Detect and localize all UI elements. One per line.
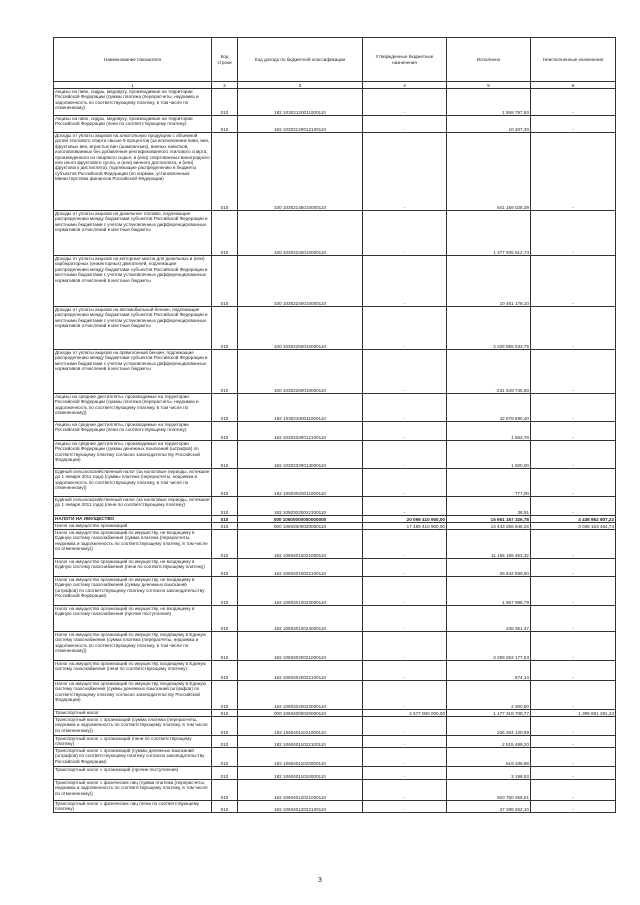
row-rest: - (531, 767, 616, 780)
row-bk-code: 182 10604011021000110 (238, 717, 363, 736)
row-rest: - (531, 632, 616, 661)
row-name: Единый сельскохозяйственный налог (за налоговые периоды, истекшие до 1 января 2011 года) (пени по соответствующему платежу) (54, 497, 212, 516)
table-row (54, 559, 616, 577)
table-row (54, 681, 616, 710)
column-number: 4 (363, 82, 447, 89)
report-table (53, 37, 616, 813)
row-plan: 2 577 000 000,00 (363, 710, 447, 717)
row-done: 519 336,88 (447, 748, 531, 767)
row-code: 010 (212, 523, 238, 530)
row-code: 010 (212, 710, 238, 717)
row-done: 10 407,30 (447, 116, 531, 133)
row-plan: - (363, 497, 447, 516)
table-row (54, 89, 616, 116)
row-rest: - (531, 211, 616, 256)
row-rest: - (531, 89, 616, 116)
row-plan: - (363, 307, 447, 350)
table-row (54, 497, 616, 516)
row-done: 10 481 178,10 (447, 256, 531, 307)
row-code: 010 (212, 530, 238, 559)
row-code: 010 (212, 211, 238, 256)
row-name: Транспортный налог с физических лиц (пени по соответствующему платежу) (54, 801, 212, 813)
row-code: 010 (212, 497, 238, 516)
row-bk-code: 100 10302230010000110 (238, 211, 363, 256)
header-row (54, 38, 616, 82)
row-bk-code: 100 10302250010000110 (238, 307, 363, 350)
row-plan: - (363, 441, 447, 469)
row-rest: - (531, 748, 616, 767)
row-plan: - (363, 717, 447, 736)
row-bk-code: 182 10602020021000110 (238, 632, 363, 661)
row-name: Налог на имущество организаций (54, 523, 212, 530)
row-code: 010 (212, 256, 238, 307)
row-done: 910 750 355,51 (447, 780, 531, 801)
header-name: Наименование показателя (54, 38, 212, 82)
column-number: 5 (447, 82, 531, 89)
row-code: 010 (212, 577, 238, 606)
row-bk-code: 182 10302330012100110 (238, 422, 363, 441)
row-rest: - (531, 577, 616, 606)
row-done: 15 661 167 326,78 (447, 516, 531, 523)
table-row (54, 422, 616, 441)
row-rest: - (531, 133, 616, 211)
column-number: 2 (212, 82, 238, 89)
row-rest: - (531, 801, 616, 813)
header-rest: Неисполненные назначения (531, 38, 616, 82)
row-bk-code: 182 10302120011000110 (238, 89, 363, 116)
row-plan: - (363, 256, 447, 307)
row-bk-code: 100 10302145010000110 (238, 133, 363, 211)
header-plan: Утвержденные бюджетные назначения (363, 38, 447, 82)
table-row (54, 530, 616, 559)
row-name: Доходы от уплаты акцизов на автомобильный бензин, подлежащие распределению между бюджетами субъектов Российской Федерации и местными бюджетами с учетом установленных дифференцированных нормативов отчислений в местные бюджеты (54, 307, 212, 350)
row-name: Акцизы на пиво, сидры, медовуху, производимые на территории Российской Федерации (суммы платежа (перерасчеты, недоимка и задолженность по соответствующему платежу, в том числе по отмененному) (54, 89, 212, 116)
row-done: 3 259 252 177,53 (447, 632, 531, 661)
row-plan: - (363, 748, 447, 767)
table-row (54, 350, 616, 394)
table-row (54, 469, 616, 497)
row-plan: - (363, 422, 447, 441)
row-rest: - (531, 116, 616, 133)
row-bk-code: 182 10602010024000110 (238, 606, 363, 632)
table-row (54, 577, 616, 606)
header-bk: Код дохода по бюджетной классификации (238, 38, 363, 82)
row-name: Акцизы на средние дистилляты, производимые на территории Российской Федерации (суммы платежа (перерасчеты, недоимка и задолженность по соответствующему платежу, в том числе по отмененному)) (54, 394, 212, 422)
row-done: 2 300,50 (447, 681, 531, 710)
row-bk-code: 000 10602000020000110 (238, 523, 363, 530)
table-row (54, 256, 616, 307)
row-name: НАЛОГИ НА ИМУЩЕСТВО (54, 516, 212, 523)
row-done: 38,91 (447, 497, 531, 516)
column-number: 3 (238, 82, 363, 89)
row-name: Транспортный налог с организаций (суммы денежных взысканий (штрафов) по соответствующему платежу согласно законодательству Российской Федерации) (54, 748, 212, 767)
row-bk-code: 182 10503020011000110 (238, 469, 363, 497)
table-row (54, 780, 616, 801)
row-code: 010 (212, 559, 238, 577)
row-done: 14 443 258 648,26 (447, 523, 531, 530)
row-rest: 3 046 153 454,74 (531, 523, 616, 530)
row-name: Налог на имущество организаций по имуществу, не входящему в Единую систему газоснабжения (сумма платежа (перерасчеты, недоимка и задолженность по соответствующему платежу, в том числе по отмененному)) (54, 530, 212, 559)
row-done: 238 361,47 (447, 606, 531, 632)
row-code: 010 (212, 767, 238, 780)
row-name: Налог на имущество организаций по имуществу, входящему в Единую систему газоснабжения (пени по соответствующему платежу) (54, 661, 212, 681)
row-rest: - (531, 530, 616, 559)
column-number-row (54, 82, 616, 89)
row-rest: - (531, 780, 616, 801)
row-rest: - (531, 681, 616, 710)
row-name: Доходы от уплаты акцизов на прямогонный бензин, подлежащие распределению между бюджетами субъектов Российской Федерации и местными бюджетами с учетом установленных дифференцированных нормативов отчислений в местные бюджеты (54, 350, 212, 394)
row-done: 1 500,00 (447, 441, 531, 469)
row-plan: - (363, 736, 447, 748)
row-code: 010 (212, 116, 238, 133)
row-plan: - (363, 767, 447, 780)
row-name: Доходы от уплаты акцизов на алкогольную продукцию с объемной долей этилового спирта свыше 9 процентов (за исключением пива, вин, фруктовых вин, игристых вин (шампанских), винных напитков, изготавливаемых без добавления ректификованного этилового спирта, произведенного из пищевого сырья, и (или) спиртованных виноградного или иного фруктового сусла, и (или) винного дистиллята, и (или) фруктового дистиллята), подлежащие распределению в бюджеты субъектов Российской Федерации (по нормам, установленным Министерством финансов Российской Федерации) (54, 133, 212, 211)
row-done: 641 159 028,39 (447, 133, 531, 211)
row-done: 42 578 590,40 (447, 394, 531, 422)
row-rest: - (531, 422, 616, 441)
row-plan: - (363, 133, 447, 211)
row-plan: - (363, 559, 447, 577)
row-name: Налог на имущество организаций по имуществу, входящему в Единую систему газоснабжения (сумма платежа (перерасчеты, недоимка и задолженность по соответствующему платежу, в том числе по отмененному)) (54, 632, 212, 661)
row-code: 010 (212, 394, 238, 422)
table-row (54, 710, 616, 717)
row-plan: - (363, 606, 447, 632)
table-row (54, 394, 616, 422)
row-name: Транспортный налог с организаций (сумма платежа (перерасчеты, недоимка и задолженность по соответствующему платежу, в том числе по отмененному)) (54, 717, 212, 736)
row-name: Единый сельскохозяйственный налог (за налоговые периоды, истекшие до 1 января 2011 года) (суммы платежа (перерасчеты, недоимка и задолженность по соответствующему платежу, в том числе по отмененному)) (54, 469, 212, 497)
row-bk-code: 182 10302120012100110 (238, 116, 363, 133)
row-rest: - (531, 350, 616, 394)
row-code: 010 (212, 736, 238, 748)
table-row (54, 606, 616, 632)
row-bk-code: 100 10302240010000110 (238, 256, 363, 307)
table-row (54, 116, 616, 133)
row-name: Транспортный налог с физических лиц (сумма платежа (перерасчеты, недоимка и задолженность по соответствующему платежу, в том числе по отмененному)) (54, 780, 212, 801)
row-done: 1 552,78 (447, 422, 531, 441)
row-bk-code: 182 10602010022100110 (238, 559, 363, 577)
row-bk-code: 182 10604011023000110 (238, 748, 363, 767)
table-row (54, 767, 616, 780)
table-row (54, 661, 616, 681)
column-number: 1 (54, 82, 212, 89)
row-plan: - (363, 350, 447, 394)
row-code: 010 (212, 632, 238, 661)
row-code: 010 (212, 748, 238, 767)
row-done: 236 254 120,69 (447, 717, 531, 736)
row-name: Налог на имущество организаций по имуществу, не входящему в Единую систему газоснабжения (суммы денежных взысканий (штрафов) по соответствующему платежу согласно законодательству Российской Федерации) (54, 577, 212, 606)
row-plan: 20 099 410 900,00 (363, 516, 447, 523)
row-rest: - (531, 497, 616, 516)
row-code: 010 (212, 307, 238, 350)
page-number: 3 (318, 877, 322, 884)
table-row (54, 516, 616, 523)
row-plan: - (363, 780, 447, 801)
row-bk-code: 182 10302330013000110 (238, 441, 363, 469)
table-row (54, 748, 616, 767)
row-name: Доходы от уплаты акцизов на моторные масла для дизельных и (или) карбюраторных (инжекторных) двигателей, подлежащие распределению между бюджетами субъектов Российской Федерации и местными бюджетами с учетом установленных дифференцированных нормативов отчислений в местные бюджеты (54, 256, 212, 307)
row-code: 010 (212, 717, 238, 736)
row-name: Налог на имущество организаций по имуществу, не входящему в Единую систему газоснабжения (прочие поступления) (54, 606, 212, 632)
row-bk-code: 182 10602010021000110 (238, 530, 363, 559)
row-done: 1 558 797,80 (447, 89, 531, 116)
row-bk-code: 182 10604012022100110 (238, 801, 363, 813)
row-done: -231 549 745,80 (447, 350, 531, 394)
row-plan: - (363, 632, 447, 661)
row-done: 674,14 (447, 661, 531, 681)
row-code: 010 (212, 801, 238, 813)
row-name: Акцизы на средние дистилляты, производимые на территории Российской Федерации (пени по соответствующему платежу) (54, 422, 212, 441)
row-name: Транспортный налог с организаций (пени по соответствующему платежу) (54, 736, 212, 748)
row-rest: - (531, 559, 616, 577)
row-done: 777,00 (447, 469, 531, 497)
row-bk-code: 182 10503020012100110 (238, 497, 363, 516)
row-code: 010 (212, 89, 238, 116)
row-code: 010 (212, 681, 238, 710)
row-plan: - (363, 211, 447, 256)
table-row (54, 736, 616, 748)
table-row (54, 441, 616, 469)
row-bk-code: 182 10602020022100110 (238, 661, 363, 681)
row-bk-code: 182 10604012021000110 (238, 780, 363, 801)
row-bk-code: 182 10604011024000110 (238, 767, 363, 780)
table-row (54, 211, 616, 256)
row-code: 010 (212, 133, 238, 211)
row-done: 3 198,53 (447, 767, 531, 780)
row-bk-code: 100 10302260010000110 (238, 350, 363, 394)
row-rest: - (531, 394, 616, 422)
row-name: Акцизы на пиво, сидры, медовуху, производимые на территории Российской Федерации (пени по соответствующему платежу) (54, 116, 212, 133)
row-rest: - (531, 606, 616, 632)
row-rest: - (531, 717, 616, 736)
row-code: 010 (212, 469, 238, 497)
row-rest: - (531, 661, 616, 681)
row-plan: - (363, 116, 447, 133)
row-plan: - (363, 661, 447, 681)
row-plan: - (363, 394, 447, 422)
header-code: Код строки (212, 38, 238, 82)
table-row (54, 717, 616, 736)
row-bk-code: 000 10604000020000110 (238, 710, 363, 717)
table-body (54, 89, 616, 813)
row-done: 26 842 589,60 (447, 559, 531, 577)
row-bk-code: 000 10600000000000000 (238, 516, 363, 523)
row-done: 2 229 955 533,75 (447, 307, 531, 350)
row-code: 010 (212, 516, 238, 523)
row-code: 010 (212, 422, 238, 441)
row-rest: - (531, 307, 616, 350)
row-name: Акцизы на средние дистилляты, производимые на территории Российской Федерации (суммы денежных взысканий (штрафов) по соответствующему платежу согласно законодательству Российской Федерации) (54, 441, 212, 469)
table-row (54, 632, 616, 661)
row-code: 010 (212, 441, 238, 469)
row-plan: - (363, 469, 447, 497)
row-plan: - (363, 681, 447, 710)
row-bk-code: 182 10302330011000110 (238, 394, 363, 422)
row-rest: - (531, 256, 616, 307)
row-rest: - (531, 469, 616, 497)
row-bk-code: 182 10604011022100110 (238, 736, 363, 748)
row-code: 010 (212, 780, 238, 801)
row-done: 1 477 935 612,74 (447, 211, 531, 256)
header-done: Исполнено (447, 38, 531, 82)
row-name: Транспортный налог (54, 710, 212, 717)
table-row (54, 801, 616, 813)
row-name: Транспортный налог с организаций (прочие поступления) (54, 767, 212, 780)
row-code: 010 (212, 661, 238, 681)
row-done: 2 515 489,20 (447, 736, 531, 748)
table-row (54, 133, 616, 211)
row-done: 27 288 362,10 (447, 801, 531, 813)
row-code: 010 (212, 350, 238, 394)
row-plan: - (363, 801, 447, 813)
row-rest: - (531, 736, 616, 748)
table-row (54, 307, 616, 350)
row-done: 1 567 998,79 (447, 577, 531, 606)
row-name: Налог на имущество организаций по имуществу, входящему в Единую систему газоснабжения (суммы денежных взысканий (штрафов) по соответствующему платежу согласно законодательству Российской Федерации) (54, 681, 212, 710)
row-plan: - (363, 530, 447, 559)
row-done: 1 177 318 708,77 (447, 710, 531, 717)
row-done: 11 155 189 453,32 (447, 530, 531, 559)
row-name: Налог на имущество организаций по имуществу, не входящему в Единую систему газоснабжения (пени по соответствующему платежу) (54, 559, 212, 577)
table-row (54, 523, 616, 530)
row-plan: - (363, 89, 447, 116)
row-rest: 4 438 962 907,22 (531, 516, 616, 523)
row-bk-code: 182 10602020023000110 (238, 681, 363, 710)
row-plan: - (363, 577, 447, 606)
row-rest: - (531, 441, 616, 469)
row-code: 010 (212, 606, 238, 632)
row-name: Доходы от уплаты акцизов на дизельное топливо, подлежащие распределению между бюджетами субъектов Российской Федерации и местными бюджетами с учетом установленных дифференцированных нормативов отчислений в местные бюджеты (54, 211, 212, 256)
row-rest: 1 399 681 291,23 (531, 710, 616, 717)
row-bk-code: 182 10602010023000110 (238, 577, 363, 606)
row-plan: 17 489 410 900,00 (363, 523, 447, 530)
column-number: 6 (531, 82, 616, 89)
